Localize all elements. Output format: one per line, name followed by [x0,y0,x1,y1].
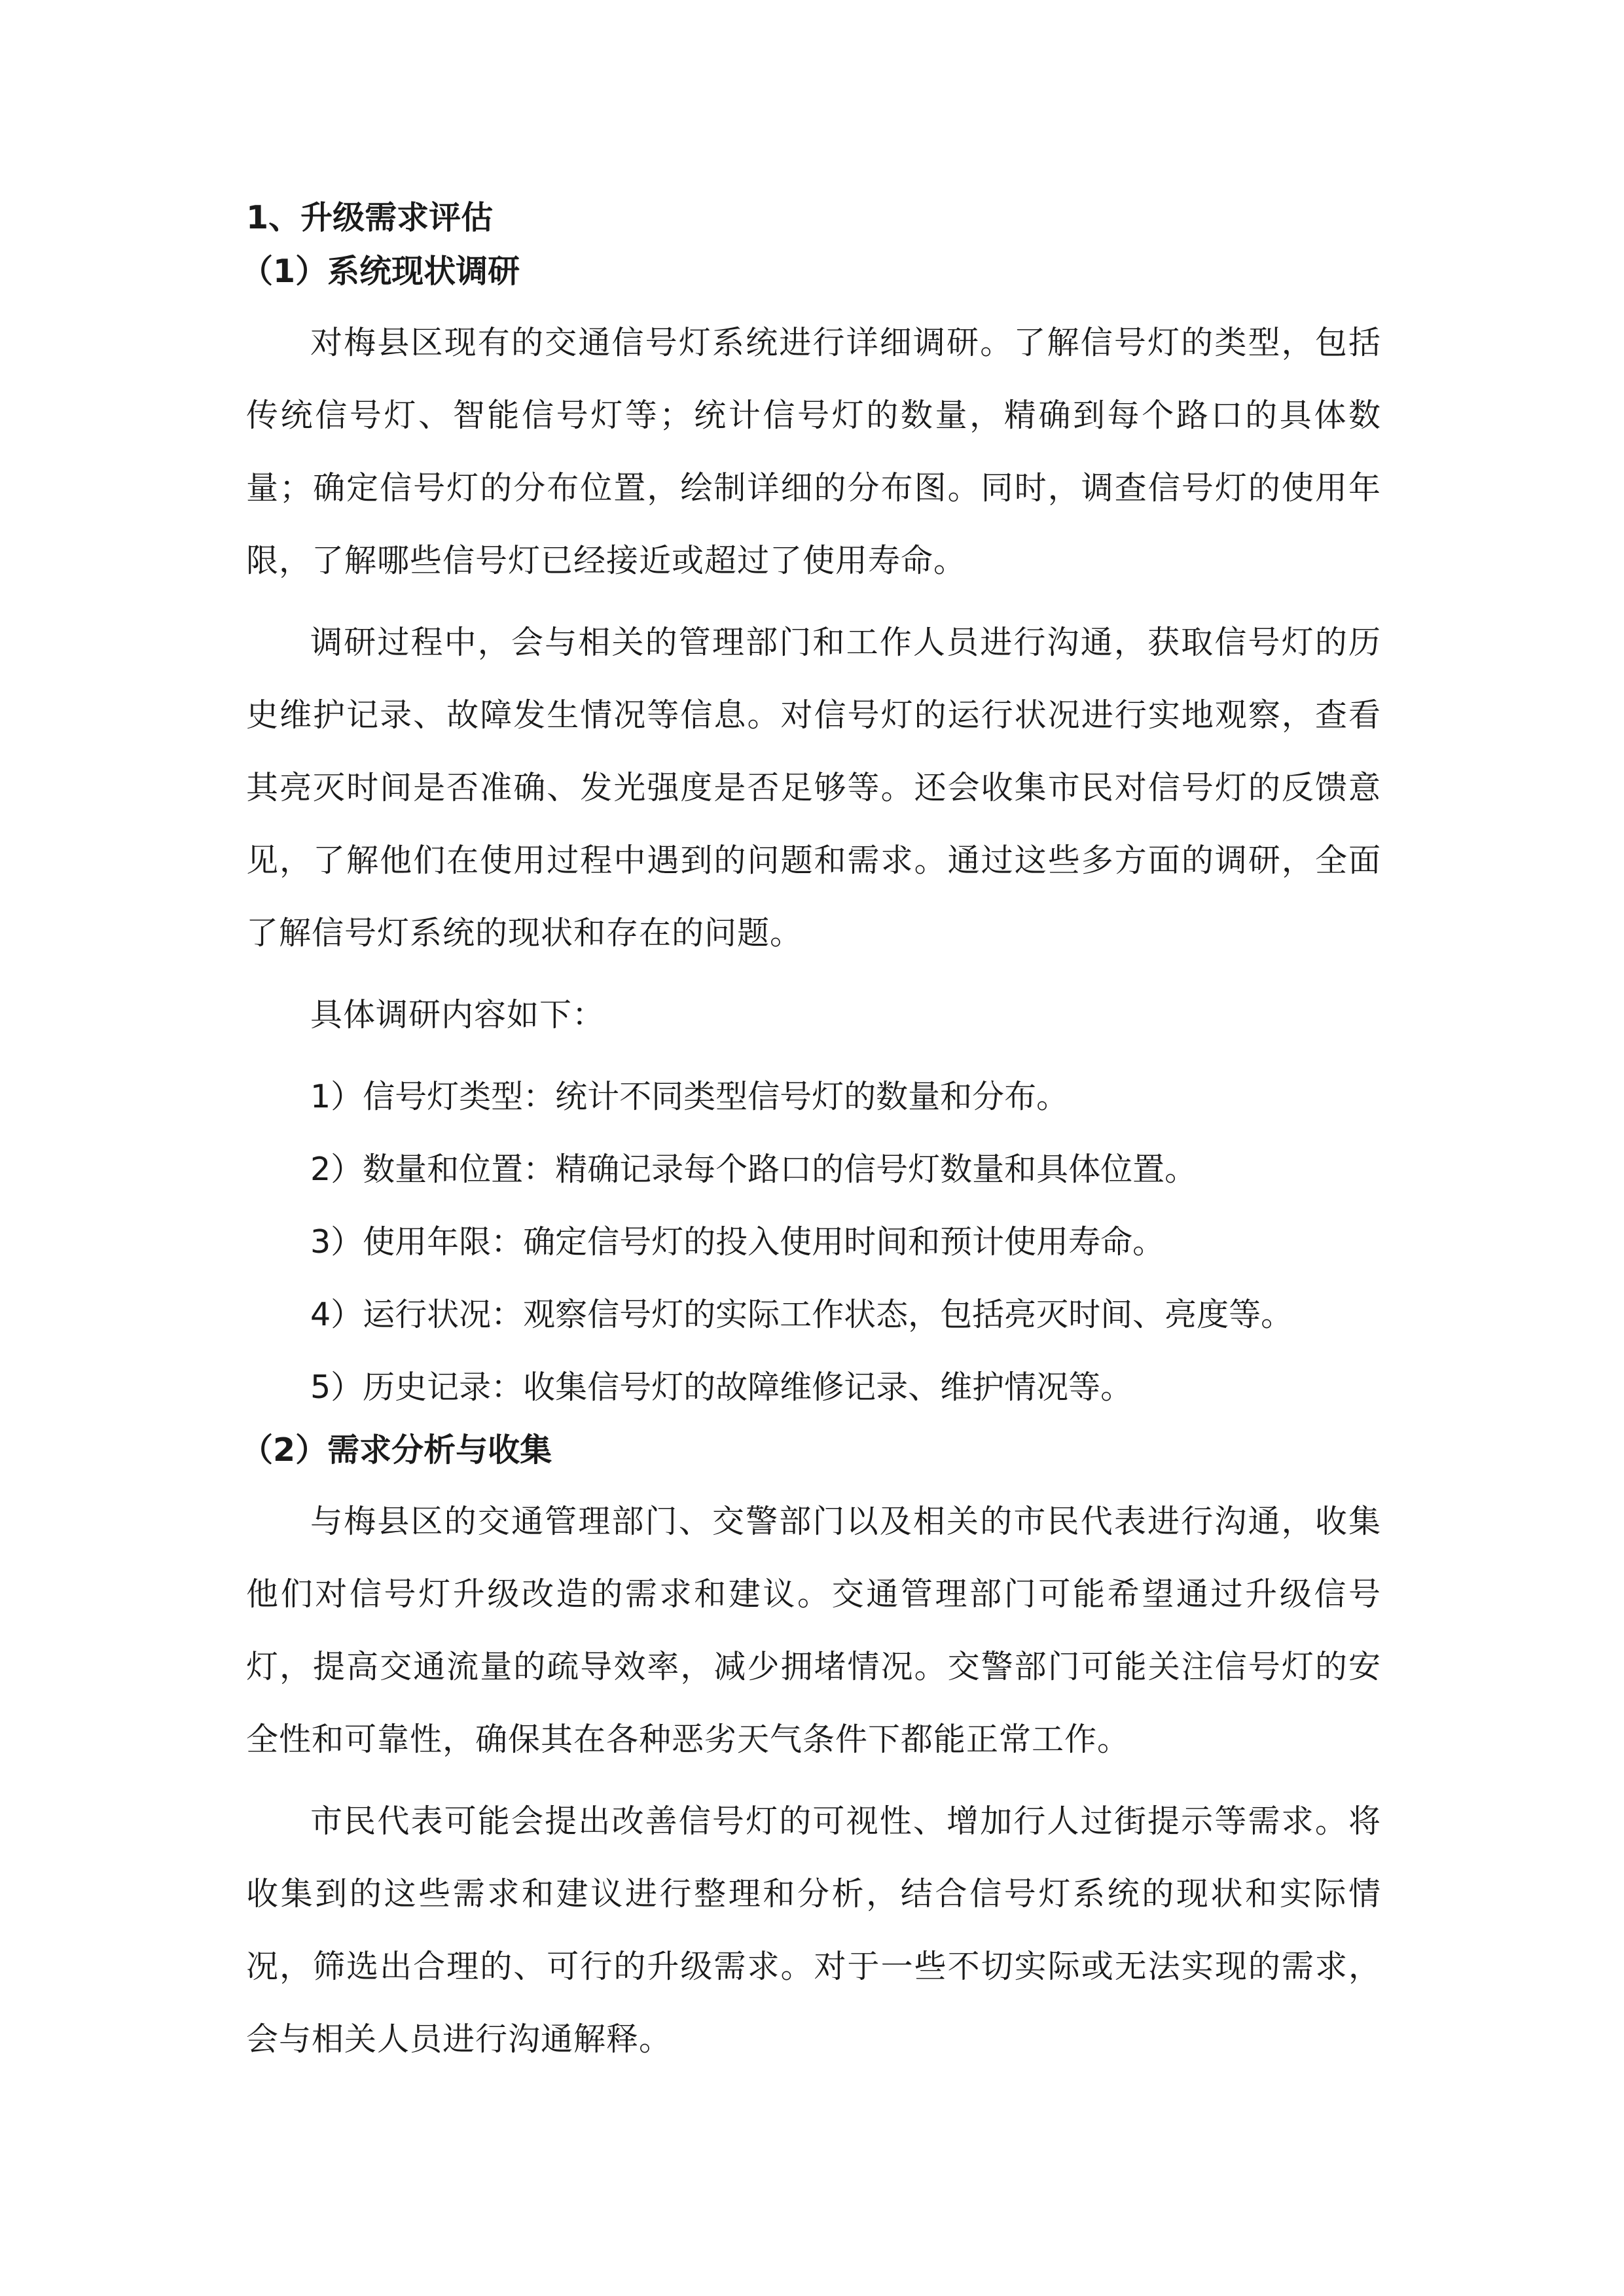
paragraph: 调研过程中，会与相关的管理部门和工作人员进行沟通，获取信号灯的历史维护记录、故障发生情况等信息。对信号灯的运行状况进行实地观察，查看其亮灭时间是否准确、发光强度是否足够等。还会收集市民对信号灯的反馈意见，了解他们在使用过程中遇到的问题和需求。通过这些多方面的调研，全面了解信号灯系统的现状和存在的问题。 [246,624,1381,952]
paragraph: 具体调研内容如下： [310,996,605,1033]
list-item: 3）使用年限：确定信号灯的投入使用时间和预计使用寿命。 [310,1223,1165,1261]
survey-items-list [246,1060,1381,1424]
list-item: 4）运行状况：观察信号灯的实际工作状态，包括亮灭时间、亮度等。 [310,1296,1293,1333]
subsection-title-status-survey: （1）系统现状调研 [241,253,520,290]
paragraph: 市民代表可能会提出改善信号灯的可视性、增加行人过街提示等需求。将收集到的这些需求和建议进行整理和分析，结合信号灯系统的现状和实际情况，筛选出合理的、可行的升级需求。对于一些不切实际或无法实现的需求，会与相关人员进行沟通解释。 [246,1803,1381,2058]
subsection-title-needs-analysis: （2）需求分析与收集 [241,1431,552,1469]
list-item: 1）信号灯类型：统计不同类型信号灯的数量和分布。 [310,1078,1069,1115]
list-item: 2）数量和位置：精确记录每个路口的信号灯数量和具体位置。 [310,1151,1197,1188]
section-heading: 1、升级需求评估 [246,199,494,236]
paragraph: 与梅县区的交通管理部门、交警部门以及相关的市民代表进行沟通，收集他们对信号灯升级改造的需求和建议。交通管理部门可能希望通过升级信号灯，提高交通流量的疏导效率，减少拥堵情况。交警部门可能关注信号灯的安全性和可靠性，确保其在各种恶劣天气条件下都能正常工作。 [246,1503,1381,1758]
list-item: 5）历史记录：收集信号灯的故障维修记录、维护情况等。 [310,1369,1133,1406]
paragraph: 对梅县区现有的交通信号灯系统进行详细调研。了解信号灯的类型，包括传统信号灯、智能信号灯等；统计信号灯的数量，精确到每个路口的具体数量；确定信号灯的分布位置，绘制详细的分布图。同时，调查信号灯的使用年限，了解哪些信号灯已经接近或超过了使用寿命。 [246,324,1381,579]
document-body [241,191,1381,2085]
